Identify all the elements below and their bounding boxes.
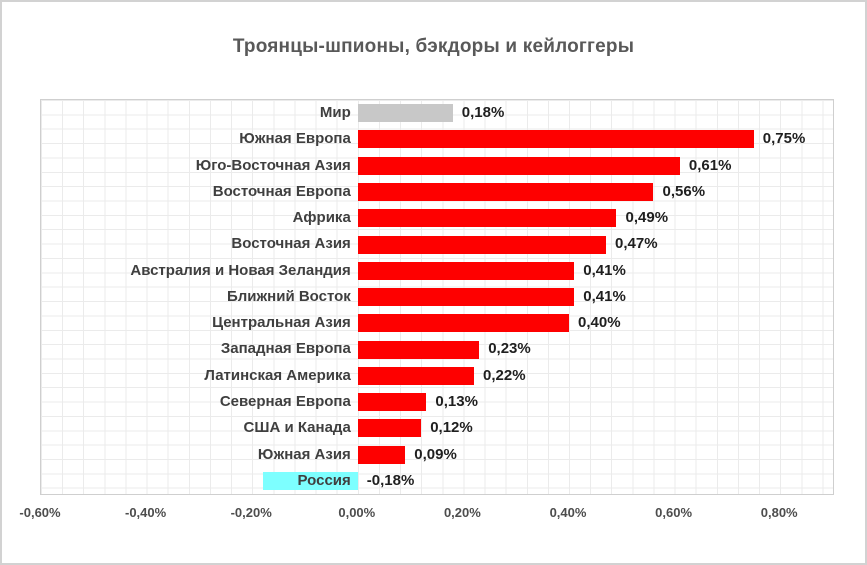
bar-4 — [358, 183, 654, 201]
value-label: 0,41% — [583, 261, 626, 279]
bar-10 — [358, 341, 479, 359]
category-label: Африка — [292, 209, 351, 227]
bar-6 — [358, 236, 606, 254]
category-label: США и Канада — [243, 419, 351, 437]
value-label: 0,40% — [578, 314, 621, 332]
chart-title: Троянцы-шпионы, бэкдоры и кейлоггеры — [232, 36, 635, 57]
value-label: 0,18% — [461, 104, 505, 121]
x-axis-tick-label: 0,00% — [338, 505, 376, 520]
bar-5 — [358, 209, 617, 227]
x-axis-tick-label: 0,80% — [760, 505, 798, 520]
category-label: Западная Европа — [220, 340, 351, 358]
bar-8 — [358, 288, 575, 306]
x-axis-tick-label: 0,60% — [655, 505, 693, 520]
bar-3 — [358, 157, 680, 175]
x-axis-tick-label: -0,40% — [124, 505, 167, 520]
category-label: Восточная Азия — [231, 235, 351, 253]
category-label: Северная Европа — [219, 392, 351, 410]
bar-13 — [358, 419, 421, 437]
category-label: Юго-Восточная Азия — [195, 156, 351, 174]
value-label: 0,41% — [583, 287, 626, 305]
category-label: Мир — [319, 104, 351, 121]
category-label: Центральная Азия — [212, 314, 351, 332]
bar-12 — [358, 393, 427, 411]
x-axis-tick-label: 0,20% — [443, 505, 481, 520]
value-label: 0,61% — [688, 156, 732, 174]
category-label: Австралия и Новая Зеландия — [130, 261, 351, 279]
bar-9 — [358, 314, 569, 332]
value-label: 0,22% — [483, 366, 526, 384]
value-label: 0,12% — [430, 419, 473, 437]
value-label: 0,09% — [414, 445, 457, 463]
category-label: Латинская Америка — [204, 366, 351, 384]
category-label: Южная Европа — [239, 130, 351, 148]
x-axis-tick-label: -0,20% — [230, 505, 272, 520]
bar-1 — [358, 104, 453, 122]
category-label: Россия — [297, 471, 351, 489]
value-label: 0,13% — [435, 392, 478, 410]
value-label: 0,49% — [625, 209, 669, 227]
bar-14 — [358, 446, 406, 464]
bar-2 — [358, 130, 754, 148]
x-axis-tick-label: 0,40% — [549, 505, 587, 520]
category-label: Восточная Европа — [212, 182, 351, 200]
x-axis — [2, 505, 865, 523]
value-label: 0,23% — [488, 340, 531, 358]
value-label: -0,18% — [366, 471, 415, 489]
value-label: 0,47% — [615, 235, 658, 253]
value-label: 0,56% — [662, 182, 706, 200]
category-label: Южная Азия — [257, 445, 351, 463]
plot-area — [40, 99, 834, 495]
bar-11 — [358, 367, 474, 385]
bar-7 — [358, 262, 575, 280]
x-axis-tick-label: -0,60% — [19, 505, 61, 520]
value-label: 0,75% — [762, 130, 806, 148]
category-label: Ближний Восток — [227, 287, 351, 305]
